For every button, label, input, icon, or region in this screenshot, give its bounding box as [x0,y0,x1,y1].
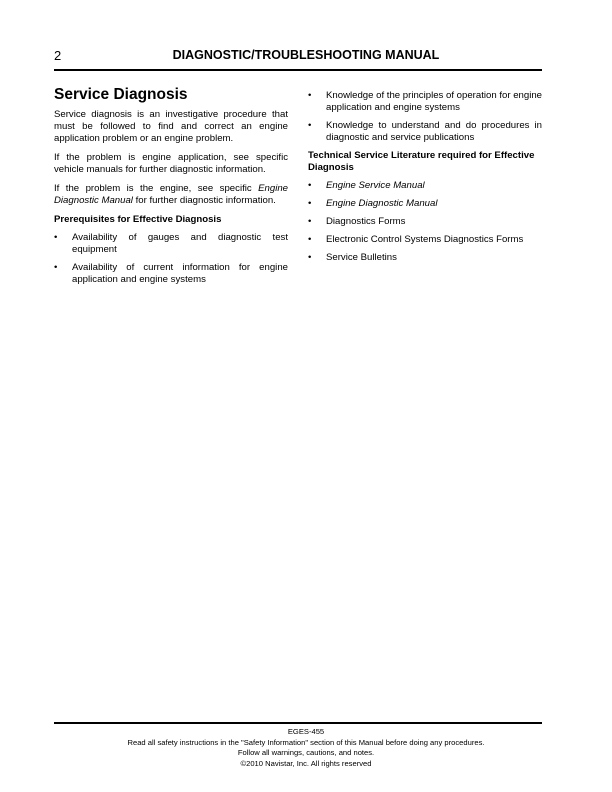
list-item-text: Knowledge of the principles of operation for engine application and engine systems [326,90,543,113]
bullet-icon: • [308,198,312,209]
literature-list [308,180,542,264]
page-number: 2 [54,48,62,63]
list-item [308,216,542,228]
list-item [308,90,542,114]
right-column [308,90,542,270]
list-item-text: Availability of current information for engine application and engine systems [72,262,288,285]
list-item-text: Engine Service Manual [326,180,425,191]
section-heading: Service Diagnosis [54,86,188,103]
bullet-icon: • [54,232,58,243]
list-item [54,262,288,286]
bullet-icon: • [308,180,312,191]
list-item-text: Knowledge to understand and do procedures in diagnostic and service publications [326,120,542,143]
literature-heading: Technical Service Literature required for Effective Diagnosis [308,150,535,173]
list-item [308,234,542,246]
footer-rule [54,722,542,724]
warnings-notice: Follow all warnings, cautions, and notes. [237,748,375,757]
copyright: ©2010 Navistar, Inc. All rights reserved [240,758,372,768]
list-item [308,252,542,264]
list-item-text: Diagnostics Forms [326,216,406,227]
bullet-icon: • [54,262,58,273]
running-title: DIAGNOSTIC/TROUBLESHOOTING MANUAL [172,48,440,62]
bullet-icon: • [308,90,312,101]
engine-paragraph-prefix: If the problem is the engine, see specific [54,183,259,194]
application-paragraph: If the problem is engine application, see specific vehicle manuals for further diagnostic information. [54,152,288,175]
list-item [308,180,542,192]
document-code: EGES-455 [287,727,325,736]
list-item [308,120,542,144]
intro-paragraph: Service diagnosis is an investigative procedure that must be followed to find and correct an engine application problem or an engine problem. [54,109,288,144]
footer [0,727,612,769]
list-item-text: Service Bulletins [326,252,397,263]
left-column [54,86,288,292]
bullet-icon: • [308,234,312,245]
manual-reference: Engine Diagnostic Manual [54,183,288,206]
header-rule [54,69,542,71]
list-item [308,198,542,210]
list-item [54,232,288,256]
bullet-icon: • [308,252,312,263]
list-item-text: Electronic Control Systems Diagnostics Forms [326,234,524,245]
engine-paragraph [54,183,288,207]
list-item-text: Availability of gauges and diagnostic test equipment [72,232,288,255]
prerequisites-list-continued [308,90,542,144]
bullet-icon: • [308,216,312,227]
engine-paragraph-suffix: for further diagnostic information. [132,195,276,206]
list-item-text: Engine Diagnostic Manual [326,198,438,209]
prerequisites-list [54,232,288,286]
prerequisites-heading: Prerequisites for Effective Diagnosis [54,214,222,225]
bullet-icon: • [308,120,312,131]
safety-notice: Read all safety instructions in the "Safety Information" section of this Manual before doing any procedures. [127,737,485,747]
